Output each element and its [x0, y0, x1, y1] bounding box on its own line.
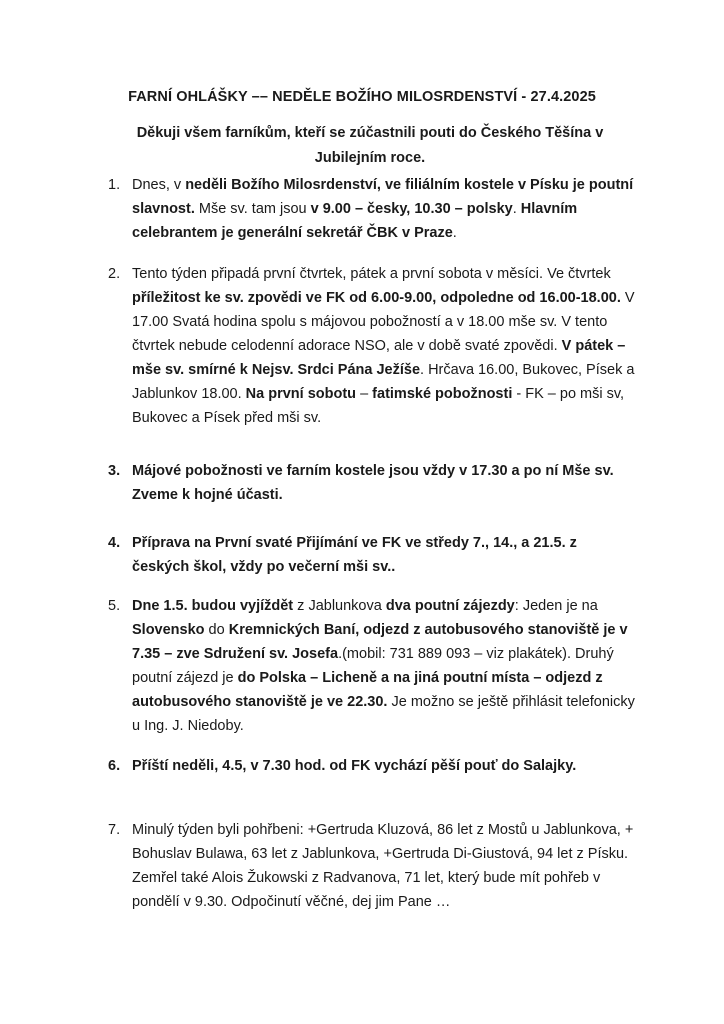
text-segment: z Jablunkova	[293, 598, 386, 614]
item-number: 5.	[108, 598, 121, 614]
item-text	[132, 818, 638, 914]
item-text	[132, 459, 638, 507]
bold-text-segment: neděli Božího Milosrdenství, ve filiálním kostele v Písku je poutní slavnost.	[132, 177, 634, 217]
text-segment: Mše sv. tam jsou	[194, 201, 311, 217]
item-text	[132, 594, 638, 738]
text-segment: .	[452, 225, 457, 241]
bold-text-segment: fatimské pobožnosti	[372, 386, 513, 402]
item-text	[132, 754, 638, 778]
text-segment: –	[356, 386, 373, 402]
text-segment: Tento týden připadá první čtvrtek, pátek a první sobota v měsíci. Ve čtvrtek	[132, 266, 611, 282]
item-text	[132, 262, 638, 430]
bold-text-segment: Příprava na První svaté Přijímání ve FK ve středy 7., 14., a 21.5. z českých škol, vždy po večerní mši sv..	[132, 535, 577, 575]
text-segment: - FK – po mši sv, Bukovec a Písek před mši sv.	[132, 386, 625, 426]
item-number: 4.	[108, 535, 121, 551]
bold-text-segment: příležitost ke sv. zpovědi ve FK od 6.00-9.00, odpoledne od 16.00-18.00.	[132, 290, 621, 306]
item-number: 1.	[108, 177, 121, 193]
bold-text-segment: v 9.00 – česky, 10.30 – polsky	[310, 201, 513, 217]
text-segment: : Jeden je na	[514, 598, 598, 614]
bold-text-segment: V pátek – mše sv. smírné k Nejsv. Srdci Pána Ježíše	[132, 338, 626, 378]
bold-text-segment: dva poutní zájezdy	[385, 598, 515, 614]
text-segment: . Hrčava 16.00, Bukovec, Písek a Jablunkov 18.00.	[132, 362, 635, 402]
text-segment: Dnes, v	[132, 177, 186, 193]
bold-text-segment: Májové pobožnosti ve farním kostele jsou vždy v 17.30 a po ní Mše sv. Zveme k hojné účasti.	[132, 463, 614, 503]
bold-text-segment: do Polska – Licheně a na jiná poutní místa – odjezd z autobusového stanoviště je ve 22.30.	[132, 670, 603, 710]
text-segment: Minulý týden byli pohřbeni: +Gertruda Kluzová, 86 let z Mostů u Jablunkova, + Bohuslav Bulawa, 63 let z Jablunkova, +Gertruda Di-Giustová, 94 let z Písku. Zemřel také Alois Žukowski z Radvanova, 71 let, který bude mít pohřeb v pondělí v 9.30. Odpočinutí věčné, dej jim Pane …	[132, 822, 634, 910]
item-text	[132, 173, 638, 245]
text-segment: .	[512, 201, 521, 217]
bold-text-segment: Kremnických Baní, odjezd z autobusového stanoviště je v 7.35 – zve Sdružení sv. Josefa	[132, 622, 628, 662]
item-number: 3.	[108, 463, 121, 479]
bold-text-segment: Dne 1.5. budou vyjíždět	[132, 598, 294, 614]
text-segment: V 17.00 Svatá hodina spolu s májovou pobožností a v 18.00 mše sv. V tento čtvrtek nebude celodenní adorace NSO, ale v době svaté zpovědi.	[132, 290, 635, 354]
item-number: 2.	[108, 266, 121, 282]
text-segment: .(mobil: 731 889 093 – viz plakátek). Druhý poutní zájezd je	[132, 646, 614, 686]
item-number: 6.	[108, 758, 121, 774]
page-subtitle: Děkuji všem farníkům, kteří se zúčastnili pouti do Českého Těšína v Jubilejním roce.	[136, 125, 604, 166]
bold-text-segment: Hlavním celebrantem je generální sekretář ČBK v Praze	[132, 201, 578, 241]
bold-text-segment: Slovensko	[132, 622, 205, 638]
text-segment: Je možno se ještě přihlásit telefonicky u Ing. J. Niedoby.	[132, 694, 635, 734]
item-number: 7.	[108, 822, 121, 838]
item-text	[132, 531, 638, 579]
bold-text-segment: Příští neděli, 4.5, v 7.30 hod. od FK vychází pěší pouť do Salajky.	[132, 758, 577, 774]
text-segment: do	[204, 622, 229, 638]
page-title: FARNÍ OHLÁŠKY –– NEDĚLE BOŽÍHO MILOSRDENSTVÍ - 27.4.2025	[128, 89, 596, 105]
bold-text-segment: Na první sobotu	[245, 386, 357, 402]
